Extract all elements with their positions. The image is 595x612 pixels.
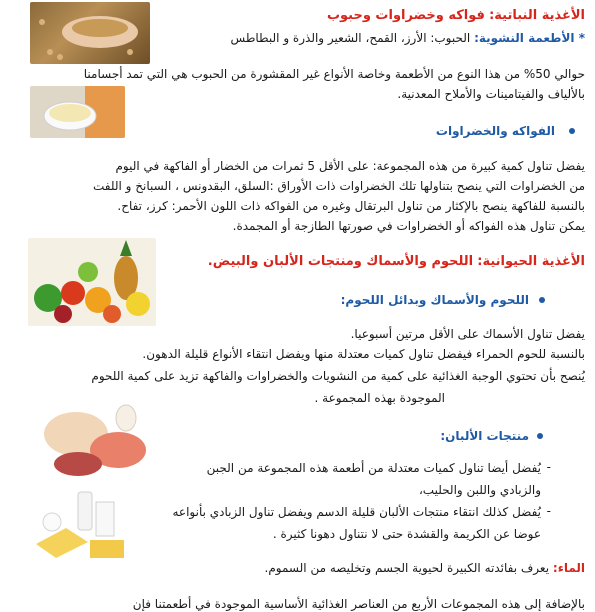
water-line [265, 560, 585, 576]
fv-bullet-icon [569, 128, 575, 134]
dairy-image [26, 488, 138, 564]
meat-line-4: الموجودة بهذه المجموعة . [314, 391, 445, 405]
dairy-line-3: يُفضل كذلك انتقاء منتجات الألبان قليلة الدسم ويفضل تناول الزبادي بأنواعه [172, 505, 541, 519]
starch-label: * الأطعمة النشوية: [474, 31, 585, 45]
water-label: الماء: [552, 561, 585, 575]
starch-paragraph-line-1: حوالي 50% من هذا النوع من الأطعمة وخاصة الأنواع غير المقشورة من الحبوب هي التي تمد أجسامنا [83, 67, 585, 81]
plant-heading [327, 8, 585, 24]
fv-line-1: يفضل تناول كمية كبيرة من هذه المجموعة: على الأقل 5 ثمرات من الخضار أو الفاكهة في اليوم [115, 159, 585, 173]
dairy-dash-1: - [546, 460, 551, 474]
fv-title: الفواكه والخضراوات [435, 124, 555, 138]
dairy-line-4: عوضا عن الكريمة والقشدة حتى لا نتناول دهونا كثيرة . [272, 527, 541, 541]
starch-line [231, 30, 585, 46]
rice-bowl-image [30, 86, 125, 138]
fv-line-2: من الخضراوات التي ينصح بتناولها تلك الخضراوات ذات الأوراق :السلق، البقدونس ، السبانخ و اللفت [93, 179, 585, 193]
animal-heading [208, 254, 585, 270]
meat-fish-image [38, 398, 150, 482]
footer-line: بالإضافة إلى هذه المجموعات الأربع من العناصر الغذائية الأساسية الموجودة في أطعمتنا فإن [132, 597, 585, 611]
meat-line-1: يفضل تناول الأسماك على الأقل مرتين أسبوعيا. [350, 327, 585, 341]
animal-heading-text: اللحوم والأسماك ومنتجات الألبان والبيض. [207, 254, 474, 269]
dairy-dash-2: - [546, 504, 551, 518]
fv-line-3: بالنسبة للفاكهة ينصح بالإكثار من تناول البرتقال وغيره من الفواكه ذات اللون الأحمر: كرز، تفاح. [117, 199, 585, 213]
meat-title: اللحوم والأسماك وبدائل اللحوم: [340, 293, 529, 307]
dairy-line-1: يُفضل أيضا تناول كميات معتدلة من أطعمة هذه المجموعة من الجبن [206, 461, 541, 475]
meat-line-3: يُنصح بأن تحتوي الوجبة الغذائية على كمية من النشويات والخضراوات والفاكهة تزيد على كمية اللحوم [91, 369, 585, 383]
dairy-line-2: والزبادي واللبن والحليب، [418, 483, 541, 497]
plant-heading-label: الأغذية النباتية: [489, 8, 585, 23]
starch-text: الحبوب: الأرز، القمح، الشعير والذرة و البطاطس [230, 31, 471, 45]
fv-line-4: يمكن تناول هذه الفواكه أو الخضراوات في صورتها الطازجة أو المجمدة. [232, 219, 585, 233]
meat-line-2: بالنسبة للحوم الحمراء فيفضل تناول كميات معتدلة منها ويفضل انتقاء الأنواع قليلة الدهون. [142, 347, 585, 361]
plant-heading-text: فواكه وخضراوات وحبوب [326, 8, 485, 23]
starch-paragraph-line-2: بالألياف والفيتامينات والأملاح المعدنية. [397, 87, 585, 101]
water-text: يعرف بفائدته الكبيرة لحيوية الجسم وتخليصه من السموم. [264, 561, 550, 575]
dairy-title: منتجات الألبان: [440, 429, 529, 443]
fruits-vegetables-image [28, 238, 156, 326]
dairy-bullet-icon [537, 433, 543, 439]
animal-heading-label: الأغذية الحيوانية: [477, 254, 585, 269]
meat-bullet-icon [539, 297, 545, 303]
grain-hands-image [30, 2, 150, 64]
